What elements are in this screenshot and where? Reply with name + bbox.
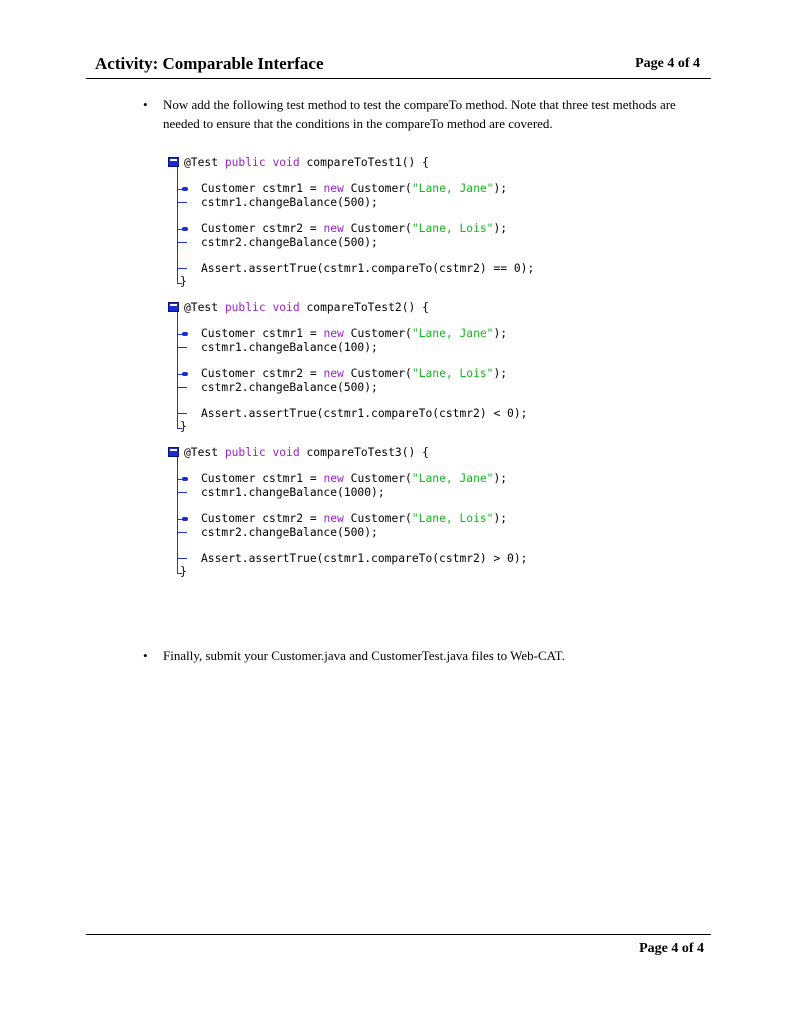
- gutter-line: [177, 167, 178, 282]
- footer-rule: [86, 934, 711, 935]
- code-text: );: [493, 182, 508, 195]
- gutter-tick: [177, 347, 187, 348]
- code-text: Customer(: [343, 182, 412, 195]
- code-line: cstmr2.changeBalance(500);: [201, 526, 378, 539]
- gutter-tick: [177, 558, 187, 559]
- code-text: Customer cstmr1 =: [201, 182, 324, 195]
- keyword-void: void: [272, 156, 300, 169]
- instruction-bullet-2: • Finally, submit your Customer.java and CustomerTest.java files to Web-CAT.: [163, 646, 565, 665]
- gutter-tick: [177, 532, 187, 533]
- gutter-tick: [177, 387, 187, 388]
- keyword-void: void: [272, 446, 300, 459]
- string-literal: "Lane, Jane": [411, 182, 494, 195]
- string-literal: "Lane, Jane": [411, 327, 494, 340]
- breakpoint-marker-icon: [182, 227, 188, 231]
- breakpoint-marker-icon: [182, 332, 188, 336]
- footer-page-number: Page 4 of 4: [639, 941, 704, 956]
- keyword-new: new: [323, 182, 344, 195]
- code-text: );: [493, 222, 508, 235]
- gutter-tick: [177, 268, 187, 269]
- code-text: Customer cstmr1 =: [201, 472, 324, 485]
- breakpoint-marker-icon: [182, 187, 188, 191]
- code-text: Customer(: [343, 367, 412, 380]
- keyword-new: new: [323, 367, 344, 380]
- gutter-tick: [177, 202, 187, 203]
- code-line: cstmr1.changeBalance(1000);: [201, 486, 385, 499]
- code-line: [201, 512, 507, 526]
- breakpoint-marker-icon: [182, 477, 188, 481]
- code-line: [201, 182, 507, 196]
- gutter-tick: [177, 413, 187, 414]
- code-text: Customer cstmr2 =: [201, 222, 324, 235]
- code-line: Assert.assertTrue(cstmr1.compareTo(cstmr2) > 0);: [201, 552, 528, 565]
- annotation: @Test: [184, 301, 219, 314]
- gutter-line: [177, 312, 178, 427]
- annotation: @Test: [184, 156, 219, 169]
- code-text: Customer(: [343, 512, 412, 525]
- code-line: cstmr2.changeBalance(500);: [201, 381, 378, 394]
- collapse-toggle-icon[interactable]: [168, 302, 179, 312]
- closing-brace: }: [180, 275, 187, 288]
- code-text: );: [493, 327, 508, 340]
- header-title: Activity: Comparable Interface: [95, 54, 324, 73]
- code-text: );: [493, 512, 508, 525]
- annotation: @Test: [184, 446, 219, 459]
- code-text: Customer(: [343, 222, 412, 235]
- method-signature: [184, 156, 429, 170]
- keyword-new: new: [323, 512, 344, 525]
- closing-brace: }: [180, 565, 187, 578]
- code-text: Customer cstmr2 =: [201, 512, 324, 525]
- code-line: [201, 367, 507, 381]
- code-line: [201, 327, 507, 341]
- string-literal: "Lane, Lois": [411, 512, 494, 525]
- keyword-public: public: [224, 301, 266, 314]
- breakpoint-marker-icon: [182, 517, 188, 521]
- header-page-number: Page 4 of 4: [635, 56, 700, 71]
- keyword-new: new: [323, 472, 344, 485]
- code-line: cstmr2.changeBalance(500);: [201, 236, 378, 249]
- code-line: Assert.assertTrue(cstmr1.compareTo(cstmr2) < 0);: [201, 407, 528, 420]
- code-block-test1: [168, 154, 588, 294]
- code-text: Customer cstmr2 =: [201, 367, 324, 380]
- code-line: [201, 472, 507, 486]
- header-rule: [86, 78, 711, 79]
- closing-brace: }: [180, 420, 187, 433]
- method-name: compareToTest2() {: [299, 301, 429, 314]
- string-literal: "Lane, Lois": [411, 222, 494, 235]
- code-line: cstmr1.changeBalance(500);: [201, 196, 378, 209]
- gutter-tick: [177, 492, 187, 493]
- keyword-public: public: [224, 156, 266, 169]
- code-block-test3: [168, 444, 588, 584]
- code-text: );: [493, 472, 508, 485]
- code-text: Customer cstmr1 =: [201, 327, 324, 340]
- gutter-tick: [177, 242, 187, 243]
- code-line: [201, 222, 507, 236]
- method-name: compareToTest3() {: [299, 446, 429, 459]
- gutter-line: [177, 457, 178, 572]
- code-text: Customer(: [343, 327, 412, 340]
- method-signature: [184, 301, 429, 315]
- breakpoint-marker-icon: [182, 372, 188, 376]
- string-literal: "Lane, Jane": [411, 472, 494, 485]
- keyword-new: new: [323, 327, 344, 340]
- method-name: compareToTest1() {: [299, 156, 429, 169]
- code-text: Customer(: [343, 472, 412, 485]
- string-literal: "Lane, Lois": [411, 367, 494, 380]
- collapse-toggle-icon[interactable]: [168, 157, 179, 167]
- keyword-new: new: [323, 222, 344, 235]
- method-signature: [184, 446, 429, 460]
- code-line: Assert.assertTrue(cstmr1.compareTo(cstmr2) == 0);: [201, 262, 535, 275]
- keyword-public: public: [224, 446, 266, 459]
- code-line: cstmr1.changeBalance(100);: [201, 341, 378, 354]
- keyword-void: void: [272, 301, 300, 314]
- collapse-toggle-icon[interactable]: [168, 447, 179, 457]
- code-text: );: [493, 367, 508, 380]
- code-block-test2: [168, 299, 588, 439]
- instruction-bullet-1: • Now add the following test method to test the compareTo method. Note that three test methods are needed to ensure that the conditions in the compareTo method are covered.: [163, 95, 683, 133]
